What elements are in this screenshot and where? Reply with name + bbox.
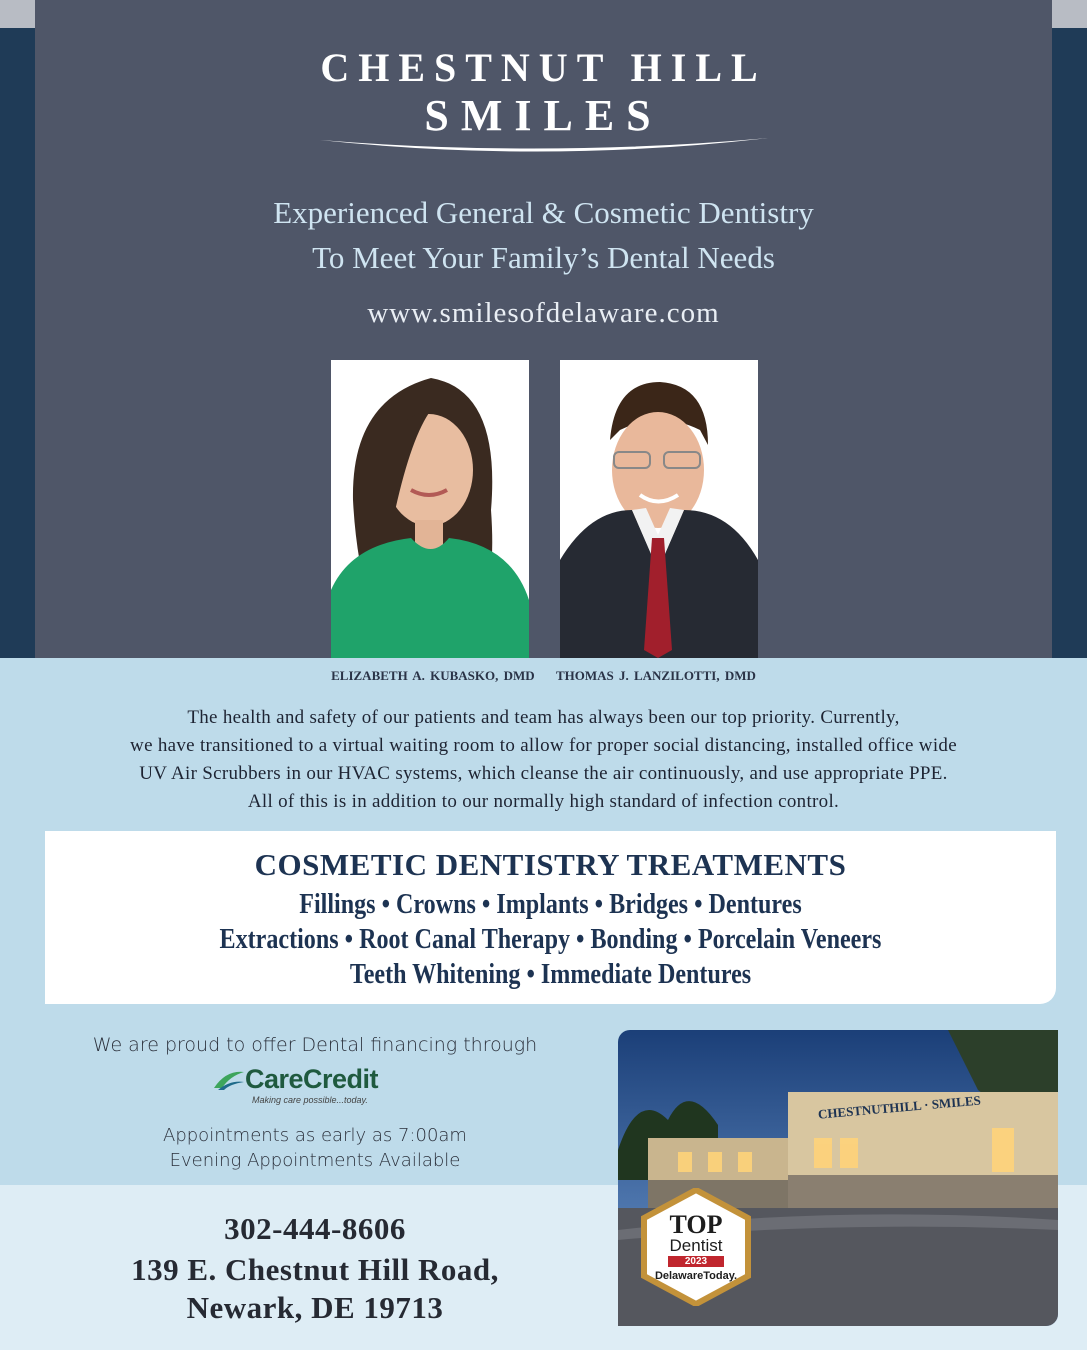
badge-publisher: DelawareToday.: [654, 1270, 738, 1282]
tagline-line1: Experienced General & Cosmetic Dentistry: [273, 195, 814, 230]
carecredit-tagline: Making care possible...today.: [252, 1095, 368, 1105]
safety-line: we have transitioned to a virtual waiting room to allow for proper social distancing, installed office wide: [130, 735, 957, 756]
treatments-box: [45, 831, 1056, 1004]
badge-top: TOP: [669, 1210, 723, 1239]
safety-paragraph: [40, 704, 1047, 816]
carecredit-logo[interactable]: [212, 1064, 412, 1108]
brand-logo-line1: CHESTNUT HILL: [320, 45, 767, 90]
doctor-photo-kubasko: [331, 360, 529, 658]
financing-text: We are proud to offer Dental financing through: [92, 1034, 538, 1056]
woman-portrait-icon: [331, 360, 529, 658]
address-line1: 139 E. Chestnut Hill Road,: [131, 1252, 499, 1287]
appointments-early: Appointments as early as 7:00am: [163, 1125, 467, 1146]
safety-line: The health and safety of our patients and team has always been our top priority. Currently,: [187, 707, 900, 728]
appointments-evening: Evening Appointments Available: [169, 1150, 461, 1171]
tagline-line2: To Meet Your Family’s Dental Needs: [312, 240, 775, 275]
phone-number[interactable]: 302-444-8606: [224, 1211, 406, 1246]
doctor-name-lanzilotti: THOMAS J. LANZILOTTI, DMD: [555, 668, 756, 683]
carecredit-leaf-icon: [212, 1068, 246, 1092]
badge-dentist: Dentist: [669, 1236, 723, 1255]
safety-line: UV Air Scrubbers in our HVAC systems, which cleanse the air continuously, and use appropriate PPE.: [139, 763, 948, 784]
top-dentist-badge: [640, 1188, 752, 1306]
office-sign-text: CHESTNUTHILL · SMILES: [817, 1092, 982, 1122]
logo-swoosh-icon: [316, 134, 772, 164]
brand-logo-line2: SMILES: [424, 91, 663, 140]
man-portrait-icon: [560, 360, 758, 658]
badge-year: 2023: [668, 1256, 724, 1267]
doctor-names: [0, 668, 1087, 684]
safety-line: All of this is in addition to our normally high standard of infection control.: [247, 791, 840, 812]
address-line2: Newark, DE 19713: [186, 1290, 444, 1325]
carecredit-name: CareCredit: [245, 1064, 379, 1094]
treatments-line: Fillings • Crowns • Implants • Bridges • Dentures: [299, 889, 802, 920]
doctor-name-kubasko: ELIZABETH A. KUBASKO, DMD: [331, 668, 535, 683]
doctor-photo-lanzilotti: [560, 360, 758, 658]
treatments-line: Extractions • Root Canal Therapy • Bonding • Porcelain Veneers: [219, 924, 882, 955]
frame-corner-left: [0, 0, 35, 28]
treatments-line: Teeth Whitening • Immediate Dentures: [349, 959, 752, 990]
treatments-title: COSMETIC DENTISTRY TREATMENTS: [254, 847, 847, 882]
website-link[interactable]: www.smilesofdelaware.com: [367, 297, 720, 329]
frame-corner-right: [1052, 0, 1087, 28]
